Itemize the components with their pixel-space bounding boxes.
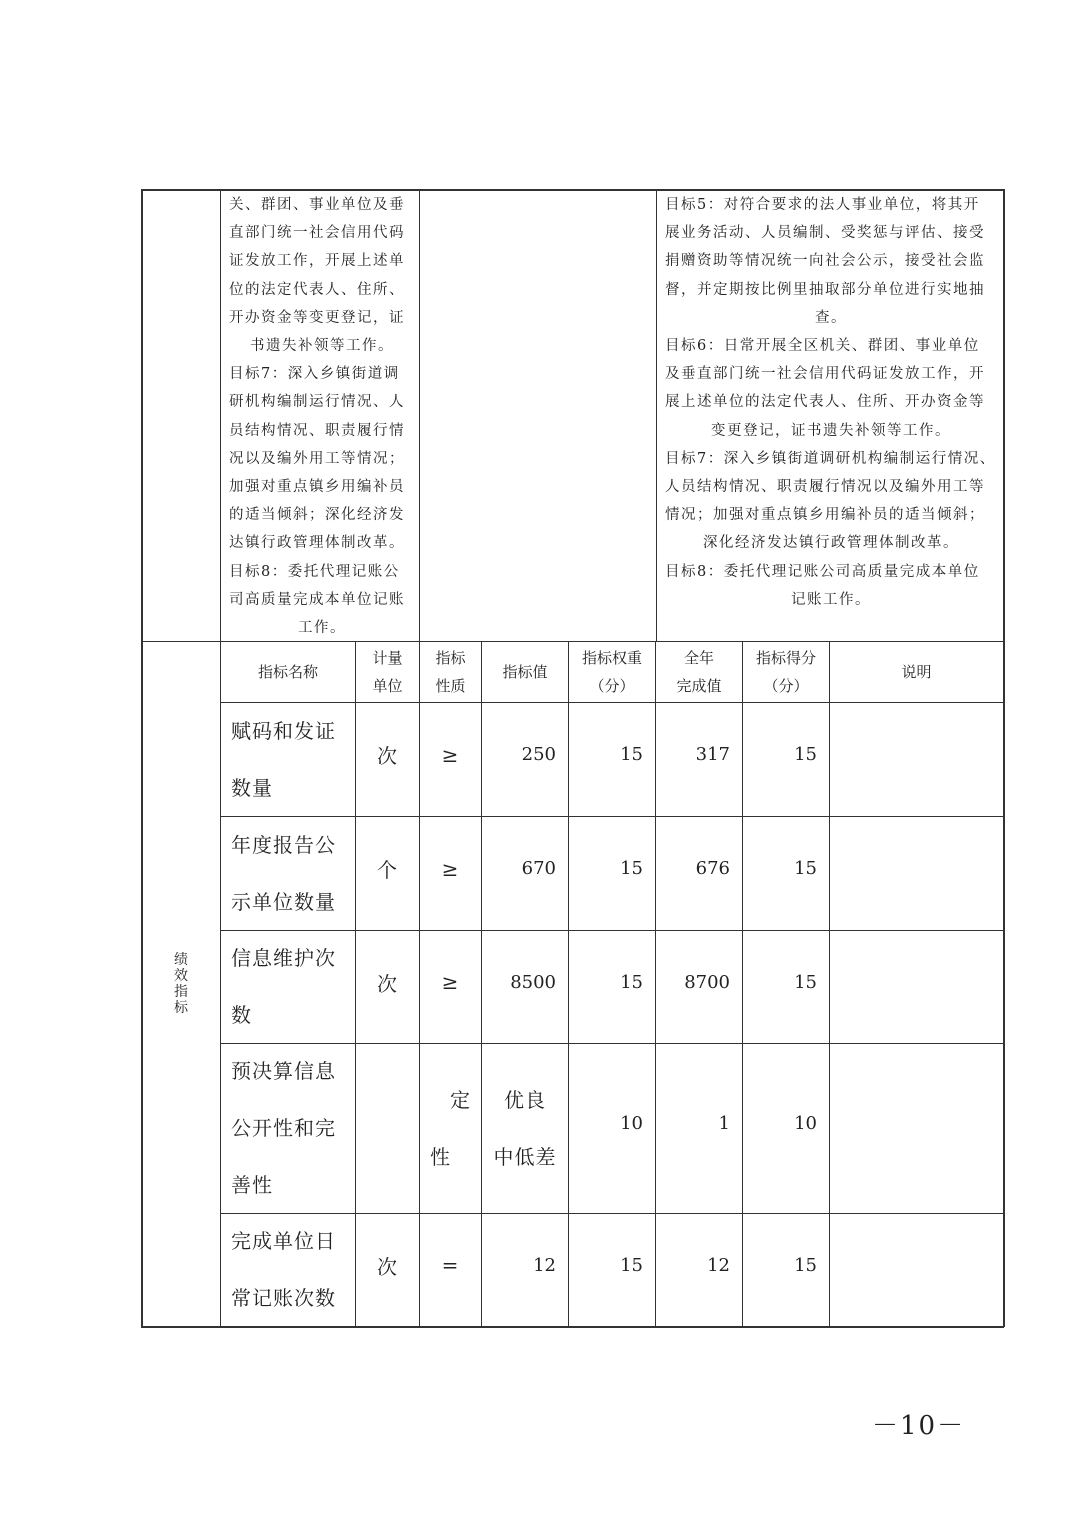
cell-actual xyxy=(656,817,742,930)
cell-text: 15 xyxy=(794,744,817,765)
header-weight: 指标权重 （分） xyxy=(581,649,642,695)
cell-text: ≥ xyxy=(441,742,460,767)
cell-text: 15 xyxy=(794,971,817,993)
cell-text: 次 xyxy=(377,971,398,996)
header-target-value: 指标值 xyxy=(502,663,548,681)
cell-nature xyxy=(420,931,481,1043)
cell-note xyxy=(830,1044,1003,1213)
cell-value xyxy=(482,1214,568,1326)
cell-text: 250 xyxy=(521,744,556,765)
cell-note xyxy=(830,703,1003,816)
cell-note xyxy=(830,817,1003,930)
cell-actual xyxy=(656,931,742,1043)
right-goals-text xyxy=(657,189,1003,614)
header-actual-value: 全年 完成值 xyxy=(676,649,722,695)
text-line: 证发放工作，开展上述单 xyxy=(229,253,405,270)
cell-score xyxy=(743,703,829,816)
cell-text: 8700 xyxy=(684,971,730,993)
text-line: 况以及编外用工等情况； xyxy=(229,450,405,467)
text-line: 人员结构情况、职责履行情况以及编外用工等 xyxy=(665,479,985,496)
cell-unit xyxy=(356,1214,419,1326)
cell-text: 15 xyxy=(620,744,643,765)
cell-text: 15 xyxy=(620,858,643,879)
cell-unit xyxy=(356,931,419,1043)
header-score: 指标得分 （分） xyxy=(755,649,816,695)
cell-score xyxy=(743,817,829,930)
cell-text: 15 xyxy=(794,1254,817,1276)
cell-line: 公开性和完 xyxy=(231,1116,336,1140)
cell-text: 8500 xyxy=(510,971,556,993)
text-line: 目标7：深入乡镇街道调 xyxy=(229,366,400,383)
cell-line: 常记账次数 xyxy=(231,1286,336,1310)
page-number: －10－ xyxy=(872,1411,966,1441)
text-line: 情况；加强对重点镇乡用编补员的适当倾斜； xyxy=(665,507,985,524)
text-line: 加强对重点镇乡用编补员 xyxy=(229,479,405,496)
cell-text: 15 xyxy=(620,971,643,993)
cell-nature xyxy=(420,1214,481,1326)
cell-text: 1 xyxy=(718,1113,730,1134)
text-line: 督，并定期按比例里抽取部分单位进行实地抽 xyxy=(665,281,985,298)
cell-value xyxy=(482,817,568,930)
cell-score xyxy=(743,1214,829,1326)
text-line: 工作。 xyxy=(298,620,346,637)
section-label-performance: 绩 效 指 标 xyxy=(174,952,188,1016)
cell-weight xyxy=(569,1044,655,1213)
text-line: 员结构情况、职责履行情 xyxy=(229,422,405,439)
text-line: 展业务活动、人员编制、受奖惩与评估、接受 xyxy=(665,225,985,242)
cell-text: 676 xyxy=(695,858,730,879)
cell-line: 善性 xyxy=(231,1173,273,1197)
cell-value xyxy=(482,931,568,1043)
text-line: 关、群团、事业单位及垂 xyxy=(229,197,405,213)
cell-note xyxy=(830,931,1003,1043)
cell-text: 10 xyxy=(620,1113,643,1134)
header-note: 说明 xyxy=(901,663,932,681)
cell-line: 定 xyxy=(450,1087,471,1112)
cell-weight xyxy=(569,817,655,930)
cell-unit xyxy=(356,817,419,930)
cell-actual xyxy=(656,703,742,816)
text-line: 变更登记，证书遗失补领等工作。 xyxy=(711,422,951,439)
cell-text: 12 xyxy=(533,1254,556,1276)
cell-text: ≥ xyxy=(441,970,460,994)
cell-line: 性 xyxy=(430,1144,451,1169)
cell-unit xyxy=(356,703,419,816)
cell-text: 次 xyxy=(377,1254,398,1279)
header-nature: 指标 性质 xyxy=(435,649,466,695)
cell-value xyxy=(482,1044,568,1213)
cell-name xyxy=(221,1214,355,1326)
cell-nature xyxy=(420,817,481,930)
cell-line: 完成单位日 xyxy=(231,1229,336,1253)
cell-text: 次 xyxy=(377,744,398,768)
text-line: 目标8：委托代理记账公 xyxy=(229,563,400,580)
cell-line: 中低差 xyxy=(493,1144,557,1169)
text-line: 记账工作。 xyxy=(791,591,871,608)
text-line: 的适当倾斜；深化经济发 xyxy=(229,507,405,524)
cell-text: 个 xyxy=(377,858,398,882)
cell-line: 示单位数量 xyxy=(231,889,336,914)
cell-nature xyxy=(420,703,481,816)
text-line: 查。 xyxy=(815,309,847,326)
cell-name xyxy=(221,703,355,816)
cell-actual xyxy=(656,1044,742,1213)
cell-weight xyxy=(569,703,655,816)
cell-weight xyxy=(569,931,655,1043)
header-unit: 计量 单位 xyxy=(372,649,403,695)
text-line: 展上述单位的法定代表人、住所、开办资金等 xyxy=(665,394,985,411)
cell-name xyxy=(221,1044,355,1213)
cell-line: 年度报告公 xyxy=(231,832,336,857)
text-line: 目标6：日常开展全区机关、群团、事业单位 xyxy=(665,338,980,355)
cell-value xyxy=(482,703,568,816)
header-indicator-name: 指标名称 xyxy=(257,663,318,681)
text-line: 开办资金等变更登记，证 xyxy=(229,309,405,326)
cell-line: 预决算信息 xyxy=(231,1059,336,1083)
cell-score xyxy=(743,931,829,1043)
cell-line: 赋码和发证 xyxy=(231,718,336,743)
cell-text: 670 xyxy=(521,858,556,879)
text-line: 研机构编制运行情况、人 xyxy=(229,394,405,411)
cell-line: 信息维护次 xyxy=(231,946,336,970)
text-line: 深化经济发达镇行政管理体制改革。 xyxy=(703,535,959,552)
cell-score xyxy=(743,1044,829,1213)
text-line: 捐赠资助等情况统一向社会公示，接受社会监 xyxy=(665,253,985,270)
text-line: 司高质量完成本单位记账 xyxy=(229,591,405,608)
cell-text: 12 xyxy=(707,1254,730,1276)
text-line: 直部门统一社会信用代码 xyxy=(229,225,405,242)
cell-nature xyxy=(420,1044,481,1213)
text-line: 目标8：委托代理记账公司高质量完成本单位 xyxy=(665,563,980,580)
text-line: 及垂直部门统一社会信用代码证发放工作，开 xyxy=(665,366,985,383)
cell-actual xyxy=(656,1214,742,1326)
text-line: 书遗失补领等工作。 xyxy=(250,338,394,355)
cell-text: ≥ xyxy=(441,856,460,881)
cell-line: 数量 xyxy=(231,775,273,800)
text-line: 位的法定代表人、住所、 xyxy=(229,281,405,298)
left-goals-text xyxy=(221,189,419,642)
cell-note xyxy=(830,1214,1003,1326)
cell-text: 15 xyxy=(620,1254,643,1276)
cell-name xyxy=(221,817,355,930)
cell-line: 优良 xyxy=(504,1087,546,1112)
cell-text: 317 xyxy=(695,744,730,765)
cell-line: 数 xyxy=(231,1003,252,1027)
text-line: 目标5：对符合要求的法人事业单位，将其开 xyxy=(665,197,980,213)
cell-weight xyxy=(569,1214,655,1326)
text-line: 目标7：深入乡镇街道调研机构编制运行情况、 xyxy=(665,450,996,467)
cell-text: 15 xyxy=(794,858,817,879)
cell-unit xyxy=(356,1044,419,1213)
cell-text: = xyxy=(441,1253,460,1277)
cell-text: 10 xyxy=(794,1113,817,1134)
cell-name xyxy=(221,931,355,1043)
text-line: 达镇行政管理体制改革。 xyxy=(229,535,405,552)
